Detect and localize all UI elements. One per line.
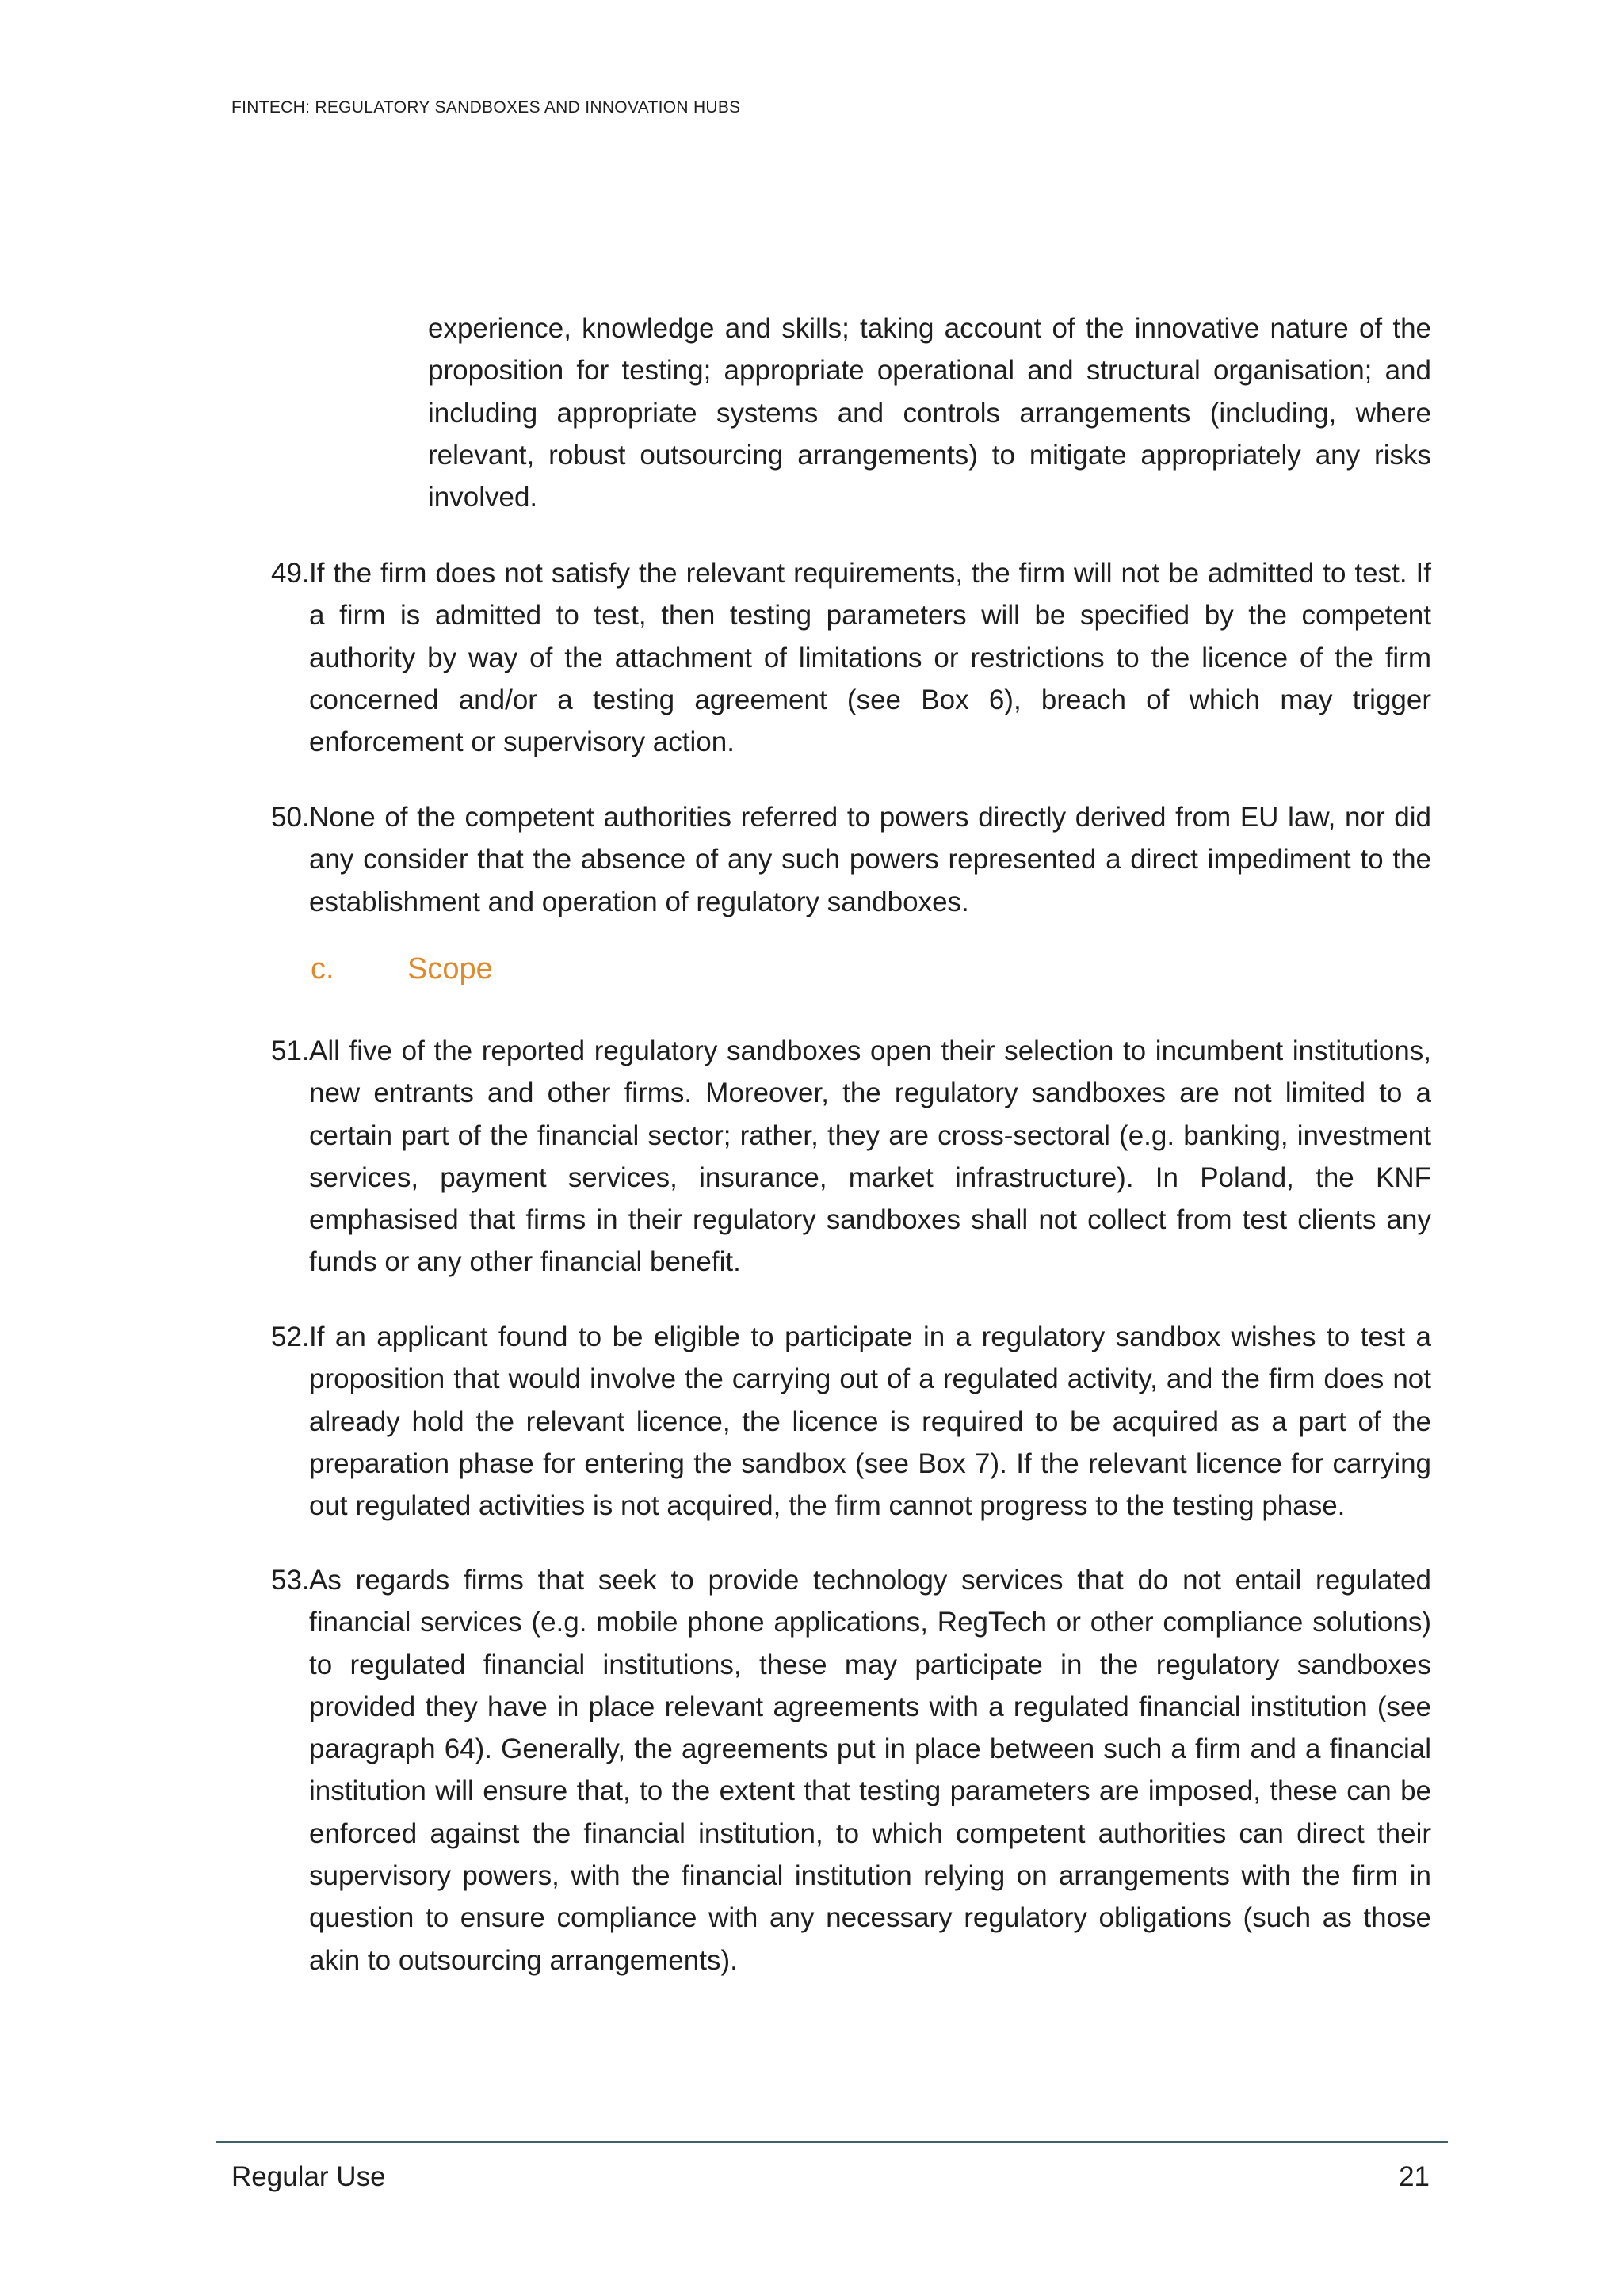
paragraph-53 <box>271 1559 1431 1981</box>
section-letter: c. <box>311 952 334 986</box>
paragraph-number: 50. <box>271 802 310 833</box>
page-number: 21 <box>1399 2161 1430 2192</box>
paragraph-50 <box>271 796 1431 923</box>
footer-classification: Regular Use <box>231 2161 386 2192</box>
running-header: FINTECH: REGULATORY SANDBOXES AND INNOVATION HUBS <box>231 98 741 116</box>
paragraph-text: If the firm does not satisfy the relevant requirements, the firm will not be admitted to test. If a firm is admitted to test, then testing parameters will be specified by the competent authority by way of the attachment of limitations or restrictions to the licence of the firm concerned and/or a testing agreement (see Box 6), breach of which may trigger enforcement or supervisory action. <box>309 558 1431 758</box>
section-heading-scope <box>311 952 493 986</box>
paragraph-number: 49. <box>271 558 310 589</box>
paragraph-text: As regards firms that seek to provide technology services that do not entail regulated financial services (e.g. mobile phone applications, RegTech or other compliance solutions) to regulated financial institutions, these may participate in the regulatory sandboxes provided they have in place relevant agreements with a regulated financial institution (see paragraph 64). Generally, the agreements put in place between such a firm and a financial institution will ensure that, to the extent that testing parameters are imposed, these can be enforced against the financial institution, to which competent authorities can direct their supervisory powers, with the financial institution relying on arrangements with the firm in question to ensure compliance with any necessary regulatory obligations (such as those akin to outsourcing arrangements). <box>309 1565 1431 1976</box>
paragraph-51 <box>271 1030 1431 1283</box>
paragraph-text: If an applicant found to be eligible to participate in a regulatory sandbox wishes to test a proposition that would involve the carrying out of a regulated activity, and the firm does not already hold the relevant licence, the licence is required to be acquired as a part of the preparation phase for entering the sandbox (see Box 7). If the relevant licence for carrying out regulated activities is not acquired, the firm cannot progress to the testing phase. <box>309 1322 1431 1522</box>
footer-divider <box>216 2141 1448 2143</box>
paragraph-number: 51. <box>271 1035 310 1066</box>
paragraph-text: None of the competent authorities referred to powers directly derived from EU law, nor did any consider that the absence of any such powers represented a direct impediment to the establishment and operation of regulatory sandboxes. <box>309 802 1431 917</box>
paragraph-52 <box>271 1316 1431 1527</box>
section-title: Scope <box>407 952 493 986</box>
paragraph-49 <box>271 552 1431 763</box>
continued-list-item-text: experience, knowledge and skills; taking account of the innovative nature of the proposition for testing; appropriate operational and structural organisation; and including appropriate systems and controls arrangements (including, where relevant, robust outsourcing arrangements) to mitigate appropriately any risks involved. <box>428 313 1431 513</box>
paragraph-number: 53. <box>271 1565 310 1596</box>
paragraph-text: All five of the reported regulatory sandboxes open their selection to incumbent institutions, new entrants and other firms. Moreover, the regulatory sandboxes are not limited to a certain part of the financial sector; rather, they are cross-sectoral (e.g. banking, investment services, payment services, insurance, market infrastructure). In Poland, the KNF emphasised that firms in their regulatory sandboxes shall not collect from test clients any funds or any other financial benefit. <box>309 1035 1431 1278</box>
paragraph-number: 52. <box>271 1322 310 1352</box>
